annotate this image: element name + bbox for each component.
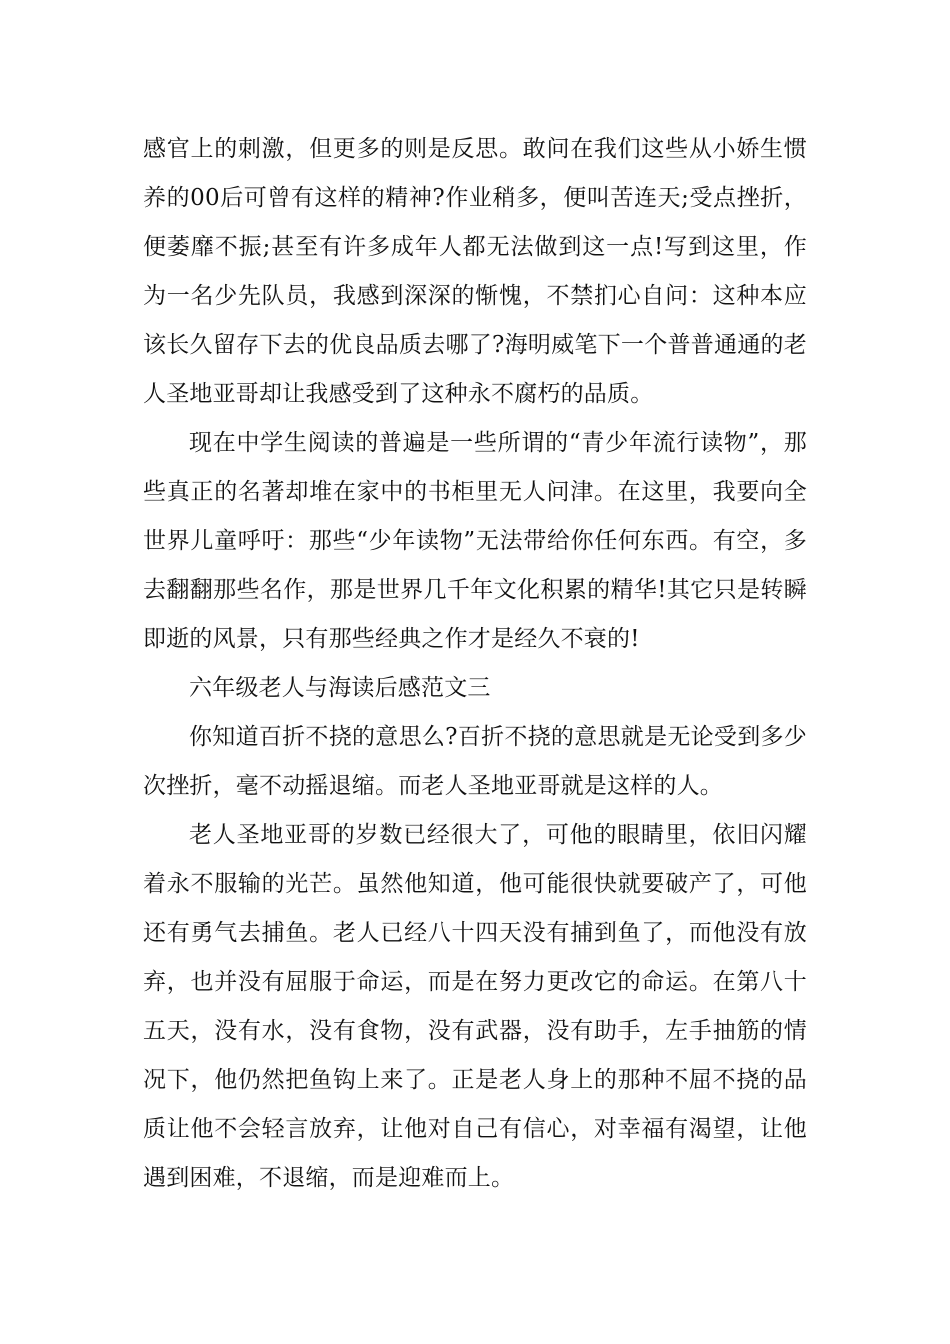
paragraph-old-man: 老人圣地亚哥的岁数已经很大了，可他的眼睛里，依旧闪耀着永不服输的光芒。虽然他知道，他可能很快就要破产了，可他还有勇气去捕鱼。老人已经八十四天没有捕到鱼了，而他没有放弃，也并没有屈服于命运，而是在努力更改它的命运。在第八十五天，没有水，没有食物，没有武器，没有助手，左手抽筋的情况下，他仍然把鱼钩上来了。正是老人身上的那种不屈不挠的品质让他不会轻言放弃，让他对自己有信心，对幸福有渴望，让他遇到困难，不退缩，而是迎难而上。: [143, 822, 807, 1191]
paragraph-intro: 你知道百折不挠的意思么?百折不挠的意思就是无论受到多少次挫折，毫不动摇退缩。而老人圣地亚哥就是这样的人。: [143, 724, 807, 799]
paragraph-continuation: 感官上的刺激，但更多的则是反思。敢问在我们这些从小娇生惯养的00后可曾有这样的精神?作业稍多，便叫苦连天;受点挫折，便萎靡不振;甚至有许多成年人都无法做到这一点!写到这里，作为一名少先队员，我感到深深的惭愧，不禁扪心自问：这种本应该长久留存下去的优良品质去哪了?海明威笔下一个普普通通的老人圣地亚哥却让我感受到了这种永不腐朽的品质。: [143, 136, 807, 407]
document-body: [143, 125, 807, 1203]
section-heading: 六年级老人与海读后感范文三: [189, 675, 491, 701]
paragraph-reading-advice: 现在中学生阅读的普遍是一些所谓的“青少年流行读物”，那些真正的名著却堆在家中的书柜里无人问津。在这里，我要向全世界儿童呼吁：那些“少年读物”无法带给你任何东西。有空，多去翻翻那些名作，那是世界几千年文化积累的精华!其它只是转瞬即逝的风景，只有那些经典之作才是经久不衰的!: [143, 430, 807, 652]
